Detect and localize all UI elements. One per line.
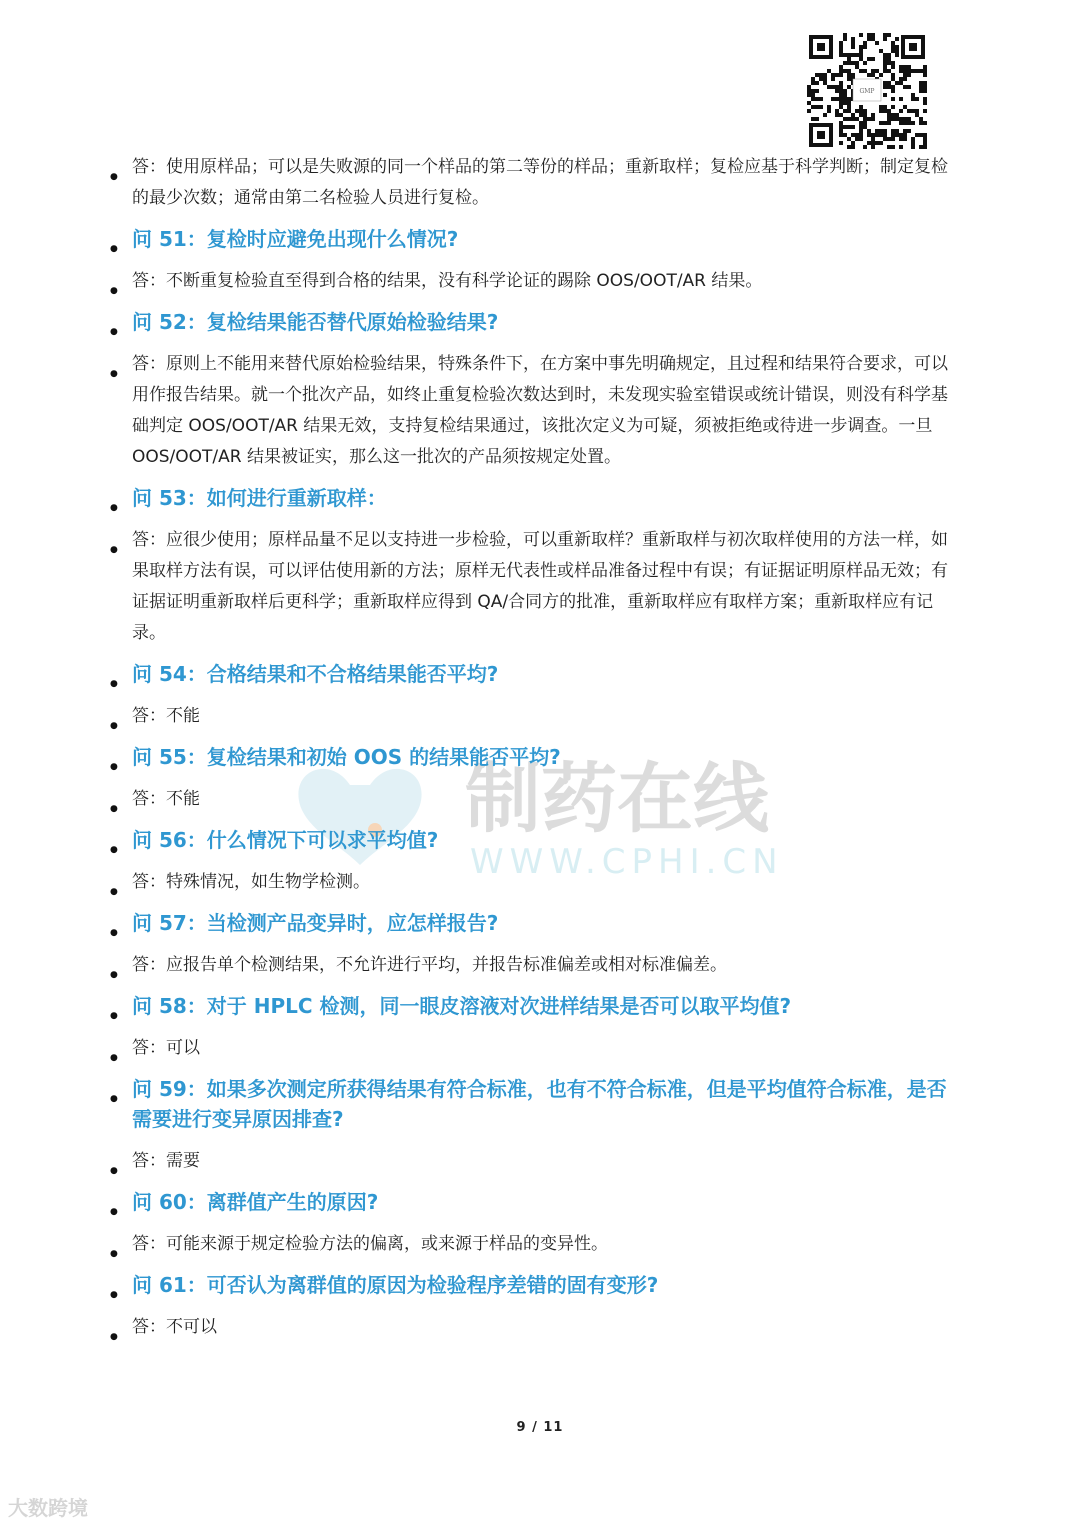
answer-text: ● 答：特殊情况，如生物学检测。 [110,867,960,898]
question-heading: ● 问 59：如果多次测定所获得结果有符合标准，也有不符合标准，但是平均值符合标准，是否需要进行变异原因排查? [110,1074,960,1134]
answer-text: ● 答：不能 [110,701,960,732]
qa-list [110,152,960,1351]
page-number: 9 / 11 [516,1420,564,1435]
question-heading: ● 问 56：什么情况下可以求平均值? [110,825,960,855]
question-heading: ● 问 53：如何进行重新取样： [110,483,960,513]
corner-watermark: 大数跨境 [8,1496,88,1520]
question-heading: ● 问 61：可否认为离群值的原因为检验程序差错的固有变形? [110,1270,960,1300]
answer-text: ● 答：可能来源于规定检验方法的偏离，或来源于样品的变异性。 [110,1229,960,1260]
question-heading: ● 问 51：复检时应避免出现什么情况? [110,224,960,254]
answer-text: ● 答：不能 [110,784,960,815]
answer-text: ● 答：不断重复检验直至得到合格的结果，没有科学论证的踢除 OOS/OOT/AR 结果。 [110,266,960,297]
question-heading: ● 问 58：对于 HPLC 检测，同一眼皮溶液对次进样结果是否可以取平均值? [110,991,960,1021]
qr-label: GMP [859,88,875,95]
question-heading: ● 问 60：离群值产生的原因? [110,1187,960,1217]
answer-text: ● 答：原则上不能用来替代原始检验结果，特殊条件下，在方案中事先明确规定，且过程和结果符合要求，可以用作报告结果。就一个批次产品，如终止重复检验次数达到时，未发现实验室错误或统计错误，则没有科学基础判定 OOS/OOT/AR 结果无效，支持复检结果通过，该批次定义为可疑，须被拒绝或待进一步调查。一旦 OOS/OOT/AR 结果被证实，那么这一批次的产品须按规定处置。 [110,349,960,473]
qr-code [807,33,927,149]
question-heading: ● 问 57：当检测产品变异时，应怎样报告? [110,908,960,938]
question-heading: ● 问 55：复检结果和初始 OOS 的结果能否平均? [110,742,960,772]
question-heading: ● 问 52：复检结果能否替代原始检验结果? [110,307,960,337]
watermark-url: WWW.CPHI.CN [470,842,784,882]
answer-text: ● 答：应很少使用；原样品量不足以支持进一步检验，可以重新取样？重新取样与初次取样使用的方法一样，如果取样方法有误，可以评估使用新的方法；原样无代表性或样品准备过程中有误；有证据证明原样品无效；有证据证明重新取样后更科学；重新取样应得到 QA/合同方的批准，重新取样应有取样方案；重新取样应有记录。 [110,525,960,649]
question-heading: ● 问 54：合格结果和不合格结果能否平均? [110,659,960,689]
answer-text: ● 答：不可以 [110,1312,960,1343]
watermark-name: 制药在线 [465,754,769,843]
answer-text: ● 答：可以 [110,1033,960,1064]
answer-text: ● 答：需要 [110,1146,960,1177]
answer-text: ● 答：使用原样品；可以是失败源的同一个样品的第二等份的样品；重新取样；复检应基于科学判断；制定复检的最少次数；通常由第二名检验人员进行复检。 [110,152,960,214]
answer-text: ● 答：应报告单个检测结果，不允许进行平均，并报告标准偏差或相对标准偏差。 [110,950,960,981]
